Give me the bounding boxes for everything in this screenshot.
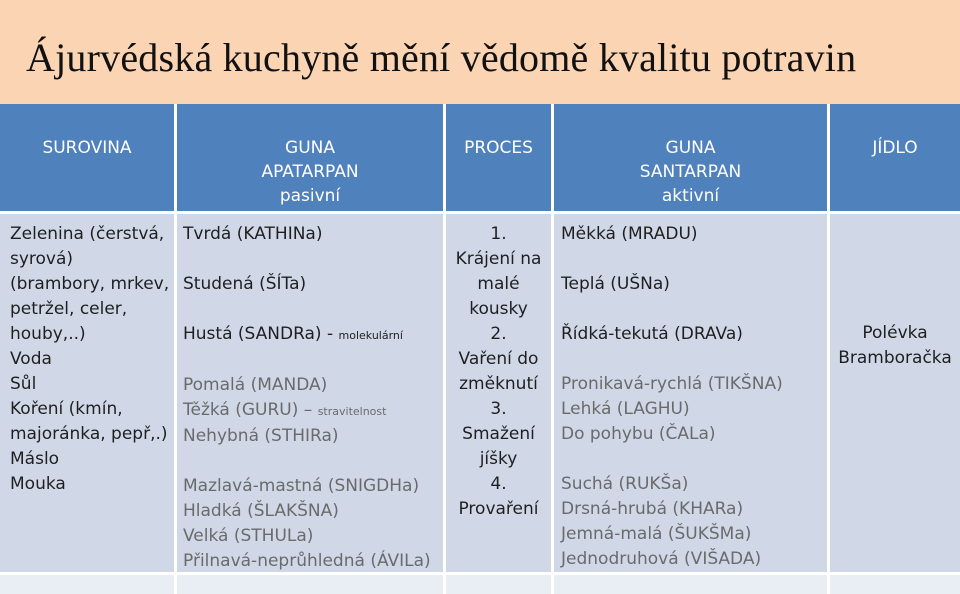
- proces-line: kousky: [469, 299, 528, 319]
- proces-line: malé: [477, 274, 520, 294]
- page-title: Ájurvédská kuchyně mění vědomě kvalitu potravin: [26, 35, 857, 80]
- surovina-line: houby,..): [10, 324, 86, 344]
- proces-line: 2.: [490, 324, 507, 344]
- surovina-line: Zelenina (čerstvá,: [10, 224, 165, 244]
- surovina-line: Koření (kmín,: [10, 399, 123, 419]
- apatarpan-velka: Velká (STHULa): [183, 526, 314, 546]
- header-surovina-label: SUROVINA: [42, 138, 132, 158]
- santarpan-jednodruhova: Jednodruhová (VIŠADA): [561, 549, 762, 569]
- proces-line: Provaření: [458, 499, 539, 519]
- empty-cell: [0, 575, 174, 594]
- santarpan-sucha: Suchá (RUKŠa): [561, 474, 689, 494]
- header-aktivni-label: aktivní: [661, 186, 720, 206]
- surovina-line: Voda: [10, 349, 52, 369]
- apatarpan-tezka-note: stravitelnost: [317, 405, 387, 418]
- santarpan-tepla: Teplá (UŠNa): [561, 274, 670, 294]
- santarpan-do-pohybu: Do pohybu (ČALa): [561, 424, 716, 444]
- surovina-line: Máslo: [10, 449, 60, 469]
- apatarpan-tezka-text: Těžká (GURU) –: [183, 400, 318, 420]
- proces-line: změknutí: [459, 374, 538, 394]
- surovina-line: (brambory, mrkev,: [10, 274, 170, 294]
- santarpan-ridka: Řídká-tekutá (DRAVa): [561, 324, 743, 344]
- surovina-line: petržel, celer,: [10, 299, 128, 319]
- apatarpan-hladka: Hladká (ŠLAKŠNA): [183, 501, 339, 521]
- proces-line: Smažení: [462, 424, 535, 444]
- proces-line: Krájení na: [455, 249, 542, 269]
- apatarpan-nehybna: Nehybná (STHIRa): [183, 426, 339, 446]
- cell-apatarpan: [177, 214, 443, 572]
- jidlo-bramboracka: Bramboračka: [838, 348, 952, 368]
- empty-cell: [830, 575, 960, 594]
- apatarpan-prilnava: Přilnavá-neprůhledná (ÁVILa): [183, 551, 431, 571]
- header-guna-apatarpan: [177, 104, 443, 211]
- santarpan-jemna: Jemná-malá (ŠUKŠMa): [561, 524, 752, 544]
- santarpan-drsna: Drsná-hrubá (KHARa): [561, 499, 744, 519]
- header-jidlo-label: JÍDLO: [872, 138, 918, 158]
- header-proces: [446, 104, 551, 211]
- santarpan-mekka: Měkká (MRADU): [561, 224, 698, 244]
- empty-cell: [554, 575, 827, 594]
- apatarpan-husta-note: molekulární: [338, 329, 403, 342]
- apatarpan-pomala: Pomalá (MANDA): [183, 375, 328, 395]
- cell-jidlo: [830, 214, 960, 572]
- apatarpan-mazlava: Mazlavá-mastná (SNIGDHa): [183, 476, 420, 496]
- header-proces-label: PROCES: [464, 138, 533, 158]
- cell-surovina: [0, 214, 174, 572]
- surovina-line: Sůl: [10, 374, 37, 394]
- apatarpan-husta: [183, 322, 443, 348]
- empty-cell: [177, 575, 443, 594]
- apatarpan-tezka: [183, 398, 443, 424]
- apatarpan-husta-text: Hustá (SANDRa) -: [183, 324, 339, 344]
- santarpan-lehka: Lehká (LAGHU): [561, 399, 690, 419]
- santarpan-pronikava: Pronikavá-rychlá (TIKŠNA): [561, 374, 783, 394]
- proces-line: Vaření do: [458, 349, 539, 369]
- apatarpan-tvrda: Tvrdá (KATHINa): [183, 224, 323, 244]
- apatarpan-studena: Studená (ŠÍTa): [183, 274, 307, 294]
- header-guna-santarpan: [554, 104, 827, 211]
- proces-line: 1.: [490, 224, 507, 244]
- header-apatarpan-label: APATARPAN: [261, 162, 359, 182]
- header-jidlo: [830, 104, 960, 211]
- surovina-line: majoránka, pepř,.): [10, 424, 168, 444]
- header-guna-label: GUNA: [285, 138, 335, 158]
- header-pasivni-label: pasivní: [279, 186, 341, 206]
- cell-santarpan: [554, 214, 827, 572]
- proces-line: 3.: [490, 399, 507, 419]
- proces-line: 4.: [490, 474, 507, 494]
- header-santarpan-label: SANTARPAN: [639, 162, 742, 182]
- empty-cell: [446, 575, 551, 594]
- header-guna2-label: GUNA: [665, 138, 716, 158]
- proces-line: jíšky: [479, 449, 518, 469]
- jidlo-polevka: Polévka: [862, 323, 928, 343]
- cell-proces: [446, 214, 551, 572]
- surovina-line: Mouka: [10, 474, 66, 494]
- surovina-line: syrová): [10, 249, 74, 269]
- table: [0, 104, 960, 594]
- header-surovina: [0, 104, 174, 211]
